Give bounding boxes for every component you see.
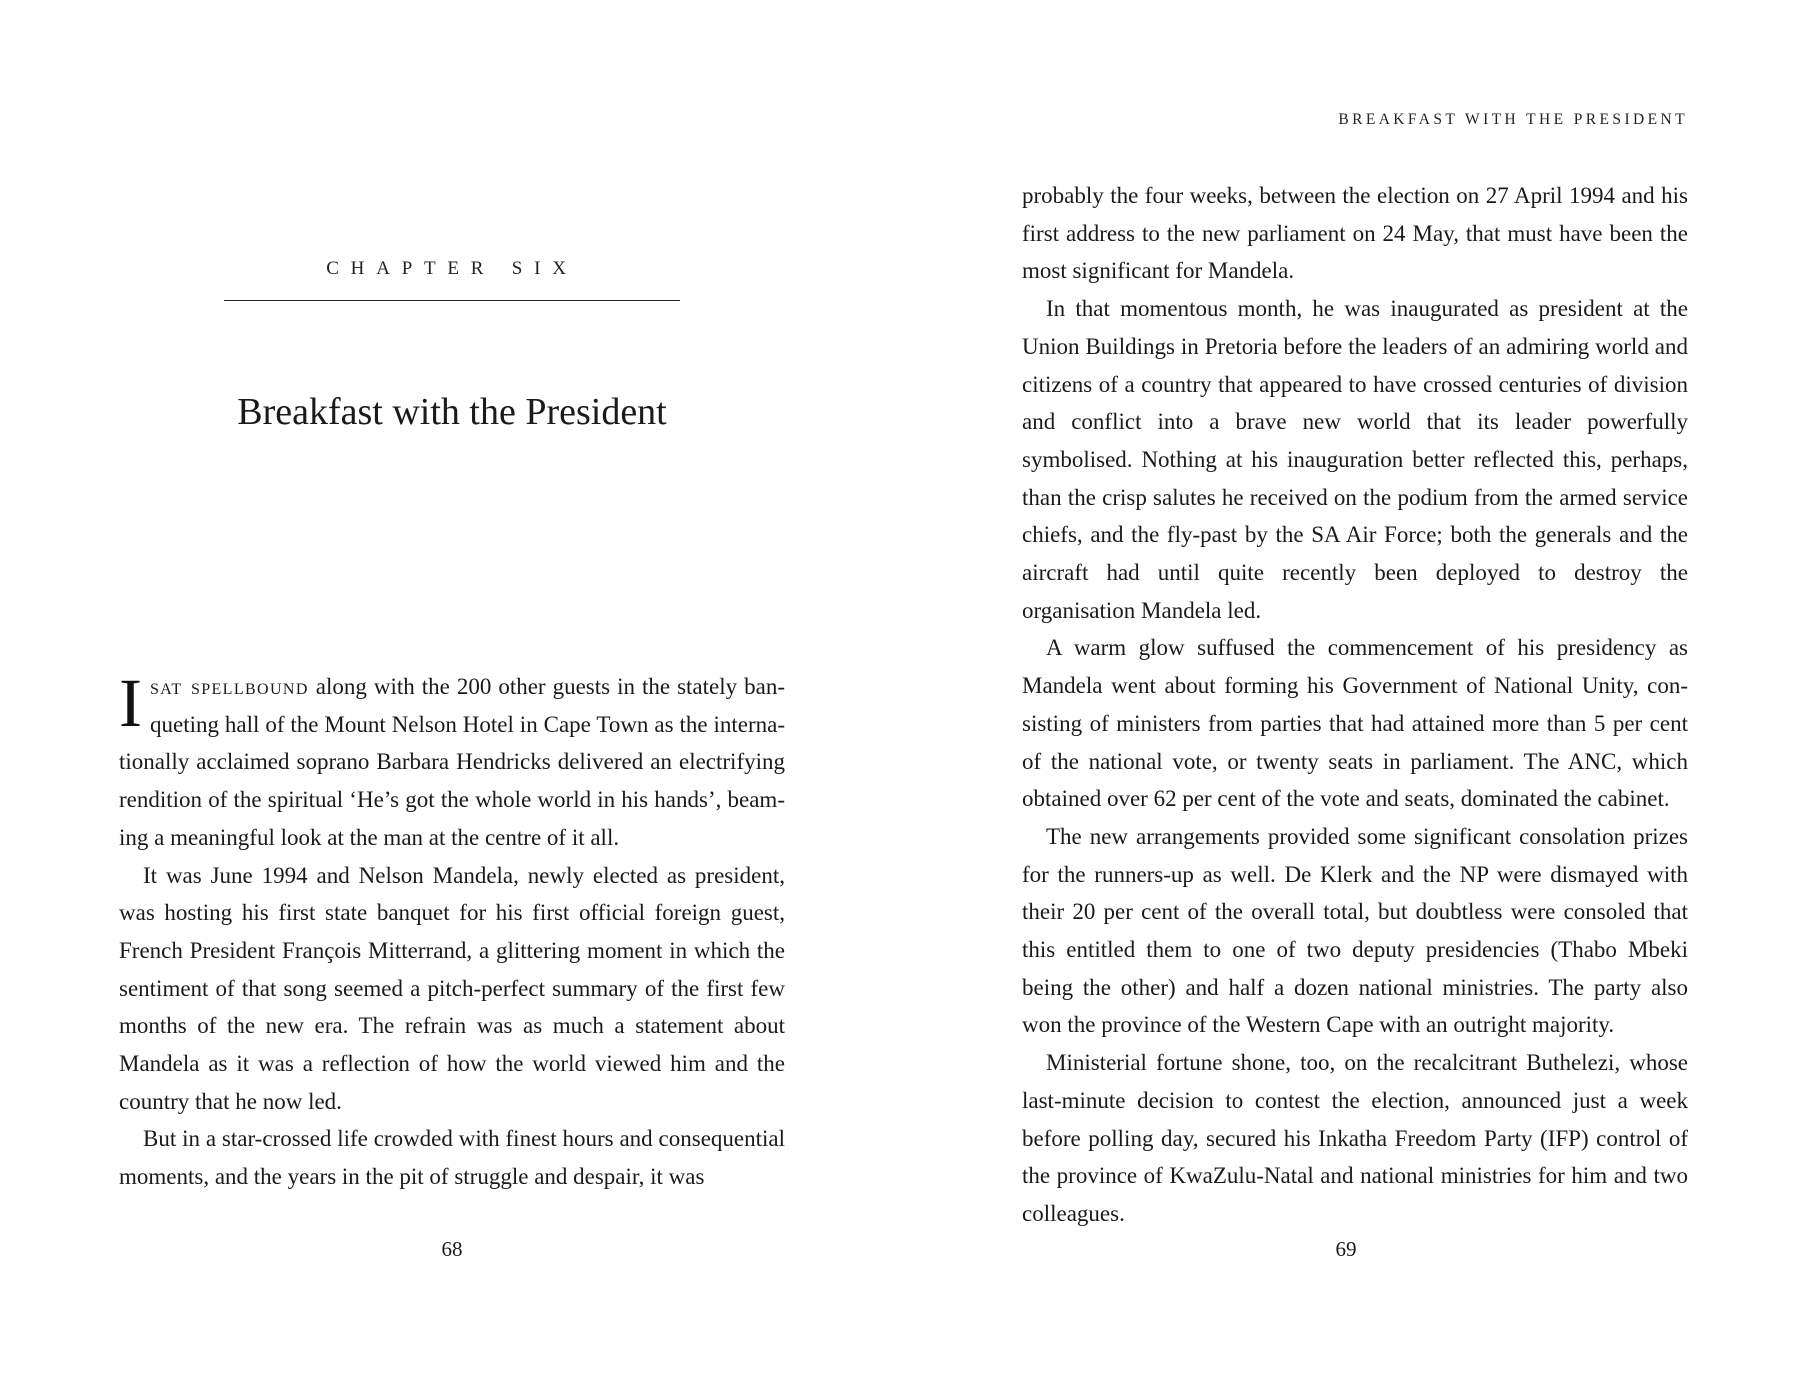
- drop-cap: I: [119, 665, 142, 741]
- chapter-label: CHAPTER SIX: [326, 258, 578, 279]
- paragraph: But in a star-crossed life crowded with finest hours and consequential moments, and the years in the pit of struggle and despair, it was: [119, 1126, 785, 1190]
- chapter-title: Breakfast with the President: [237, 391, 667, 433]
- opening-small-caps: sat spellbound: [149, 674, 309, 699]
- right-body-text: [1022, 177, 1688, 1233]
- opening-paragraph: [119, 665, 785, 857]
- continuation-paragraph: probably the four weeks, between the election on 27 April 1994 and his first address to the new parliament on 24 May, that must have been the most significant for Mandela.: [1022, 183, 1688, 284]
- paragraph: It was June 1994 and Nelson Mandela, newly elected as president, was hosting his first state banquet for his first official foreign guest, French President François Mitterrand, a glittering moment in which the sentiment of that song seemed a pitch-perfect summary of the first few months of the new era. The refrain was as much a statement about Mandela as it was a reflection of how the world viewed him and the country that he now led.: [119, 862, 785, 1114]
- paragraph: The new arrangements provided some significant consolation prizes for the runners-up as well. De Klerk and the NP were dismayed with their 20 per cent of the overall total, but doubtless were consoled that this entitled them to one of two deputy presidencies (Thabo Mbeki being the other) and half a dozen national ministries. The party also won the province of the Western Cape with an outright majority.: [1022, 823, 1688, 1038]
- chapter-rule: [224, 300, 680, 301]
- left-body-text: [119, 665, 785, 1196]
- page-number: 69: [1335, 1237, 1357, 1261]
- paragraph: A warm glow suffused the commencement of his presidency as Mandela went about forming his Government of National Unity, consisting of ministers from parties that had attained more than 5 per cent of the national vote, or twenty seats in parliament. The ANC, which obtained over 62 per cent of the vote and seats, dominated the cabinet.: [1022, 635, 1688, 812]
- paragraph: In that momentous month, he was inaugurated as president at the Union Buildings in Pretoria before the leaders of an admiring world and citizens of a country that appeared to have crossed centuries of division and conflict into a brave new world that its leader powerfully symbolised. Nothing at his inauguration better reflected this, perhaps, than the crisp salutes he received on the podium from the armed service chiefs, and the fly-past by the SA Air Force; both the generals and the aircraft had until quite recently been deployed to destroy the organisation Mandela led.: [1022, 296, 1688, 623]
- opening-rest: along with the 200 other guests in the stately banqueting hall of the Mount Nelson Hotel in Cape Town as the internationally acclaimed soprano Barbara Hendricks delivered an electrifying rendition of the spiritual ‘He’s got the whole world in his hands’, beaming a meaningful look at the man at the centre of it all.: [119, 674, 785, 850]
- running-head: BREAKFAST WITH THE PRESIDENT: [1338, 111, 1688, 128]
- page-number: 68: [441, 1237, 463, 1261]
- right-page: [898, 0, 1796, 1376]
- paragraph: Ministerial fortune shone, too, on the recalcitrant Buthelezi, whose last-minute decision to contest the election, announced just a week before polling day, secured his Inkatha Freedom Party (IFP) control of the province of KwaZulu-Natal and national ministries for him and two colleagues.: [1022, 1050, 1688, 1226]
